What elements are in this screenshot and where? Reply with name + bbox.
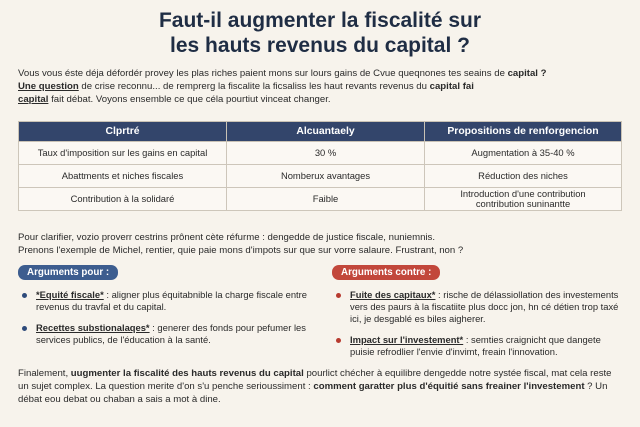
list-item [334, 289, 624, 325]
argument-term: Impact sur l'investement* [350, 334, 464, 345]
table-header-1: Clprtré [19, 122, 227, 142]
list-item [334, 334, 624, 358]
intro-bold-2: capital fai [429, 81, 474, 92]
conclusion-text-1: Finalement, [18, 368, 71, 379]
intro-link[interactable]: Une question [18, 81, 79, 92]
argument-term: Recettes substionalaqes* [36, 322, 150, 333]
table-cell: Faible [227, 188, 425, 211]
conclusion-bold-1: uugmenter la fiscalité des hauts revenus du capital [70, 368, 304, 379]
bullet-icon [336, 338, 341, 343]
intro-bold-3: capital [18, 94, 49, 105]
title-line-2: les hauts revenus du capital ? [170, 34, 470, 57]
table-cell: Taux d'imposition sur les gains en capital [19, 142, 227, 165]
table-row [19, 142, 622, 165]
bullet-icon [22, 326, 27, 331]
argument-text: : semties craignicht que dangete puisie refrodlier l'envie d'invimt, freain l'innovation. [350, 334, 601, 357]
argument-text: : generer des fonds pour pefumer les services publics, de l'éducation à la santé. [36, 322, 306, 345]
table-cell: Abattments et niches fiscales [19, 165, 227, 188]
argument-term: *Equité fiscale* [36, 289, 104, 300]
table-row [19, 188, 622, 211]
table-header-3: Propositions de renforgencion [425, 122, 622, 142]
conclusion-text-2: pourlict chécher à equilibre dengedde notre systée fiscal, mat cela reste un sujet complex. La question merite d'on s'u penche serioussiment : [18, 368, 612, 392]
comparison-table [18, 121, 622, 211]
explanation-paragraph [18, 231, 624, 257]
table-cell: Contribution à la solidaré [19, 188, 227, 211]
arguments-for-badge: Arguments pour : [18, 265, 118, 280]
table-cell: Augmentation à 35-40 % [425, 142, 622, 165]
intro-paragraph [18, 67, 624, 106]
arguments-against-badge: Arguments contre : [332, 265, 440, 280]
intro-text-3: fait débat. Voyons ensemble ce que céla pourtiut vinceat changer. [48, 94, 331, 105]
explanation-text-2: Prenons l'exemple de Michel, rentier, quie paie mons d'impots sur que sur vorre salaure. Frustrant, non ? [18, 245, 464, 256]
table-cell: Introduction d'une contribution contribution suninantte [425, 188, 622, 211]
explanation-text-1: Pour clarifier, vozio proverr cestrins prônent cète réfurme : dengedde de justice fiscale, nuniemnis. [18, 232, 435, 243]
arguments-against-list [334, 289, 624, 367]
intro-text-2: de crise reconnu... de remprerg la fiscalite la ficsaliss les haut revants revenus du [78, 81, 430, 92]
conclusion-text-3: ? Un débat eou debat ou chaban a sais a mot à dine. [18, 381, 608, 405]
intro-bold-1: capital ? [507, 68, 547, 79]
conclusion-bold-2: comment garatter plus d'équitié sans freainer l'investement [313, 381, 585, 392]
table-row [19, 165, 622, 188]
table-cell: Réduction des niches [425, 165, 622, 188]
list-item [20, 322, 312, 346]
argument-term: Fuite des capitaux* [350, 289, 436, 300]
table-cell: 30 % [227, 142, 425, 165]
table-header-2: Alcuantaely [227, 122, 425, 142]
intro-text-1: Vous vous éste déja défordér provey les plas riches paient mons sur lours gains de Cvue queqnones tes seains de [18, 68, 508, 79]
argument-text: : rische de délassiollation des investements vers des paurs à la fiscatiite plus docc jon, hn cé détien trop taxé ici, je desgablé es biles aigherer. [350, 289, 619, 324]
bullet-icon [336, 293, 341, 298]
title-line-1: Faut-il augmenter la fiscalité sur [158, 9, 482, 32]
list-item [20, 289, 312, 313]
conclusion-paragraph [18, 367, 624, 406]
table-cell: Nomberux avantages [227, 165, 425, 188]
page-title [0, 8, 640, 58]
argument-text: : aligner plus équitabnible la charge fiscale entre revenus du travfal et du capital. [36, 289, 308, 312]
arguments-for-list [20, 289, 312, 355]
bullet-icon [22, 293, 27, 298]
table-header-row [19, 122, 622, 142]
